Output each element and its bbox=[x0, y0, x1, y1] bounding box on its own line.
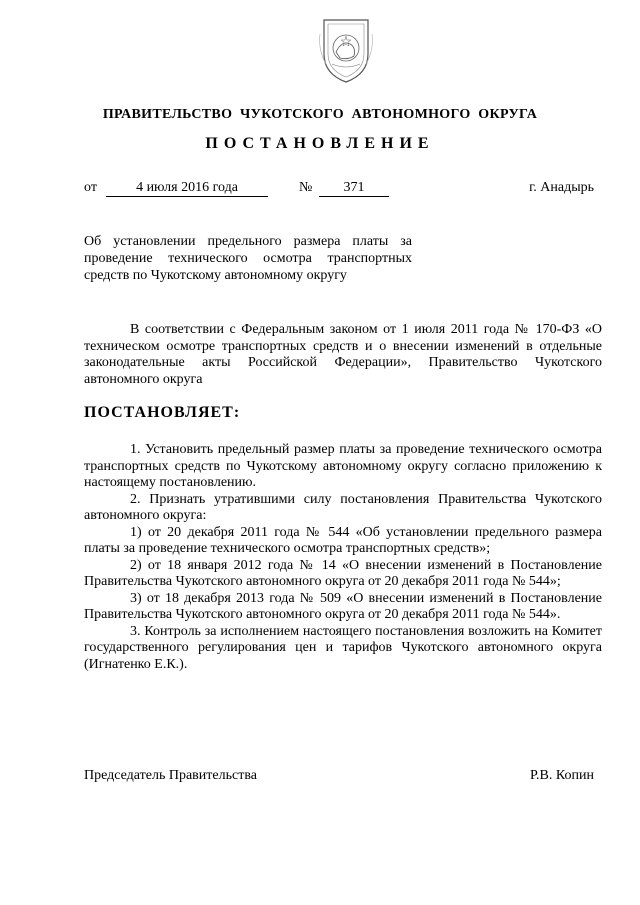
signatory-name: Р.В. Копин bbox=[530, 768, 594, 783]
coat-of-arms-icon bbox=[316, 14, 376, 86]
date-label: от bbox=[84, 180, 97, 195]
organization-title: ПРАВИТЕЛЬСТВО ЧУКОТСКОГО АВТОНОМНОГО ОКРУГА bbox=[102, 107, 538, 122]
point-2-sub-2: 2) от 18 января 2012 года № 14 «О внесении изменений в Постановление Правительства Чукотского автономного округа от 20 декабря 2011 года № 544»; bbox=[84, 557, 602, 589]
point-2-sub-1: 1) от 20 декабря 2011 года № 544 «Об установлении предельного размера платы за проведение технического осмотра транспортных средств»; bbox=[84, 524, 602, 556]
number-label: № bbox=[299, 180, 313, 195]
intro-text: В соответствии с Федеральным законом от 1 июля 2011 года № 170-ФЗ «О техническом осмотре транспортных средств и о внесении изменений в отдельные законодательные акты Российской Федерации», Правительство Чукотского автономного округа bbox=[84, 322, 602, 387]
document-date: 4 июля 2016 года bbox=[106, 180, 268, 197]
document-subject: Об установлении предельного размера платы за проведение технического осмотра транспортных средств по Чукотскому автономному округу bbox=[84, 234, 412, 283]
decree-points bbox=[84, 442, 602, 673]
point-2: 2. Признать утратившими силу постановления Правительства Чукотского автономного округа: bbox=[84, 491, 602, 523]
document-city: г. Анадырь bbox=[529, 180, 594, 195]
intro-paragraph bbox=[84, 322, 602, 388]
decree-heading: ПОСТАНОВЛЯЕТ: bbox=[84, 404, 241, 421]
document-meta bbox=[84, 180, 594, 200]
point-2-sub-3: 3) от 18 декабря 2013 года № 509 «О внесении изменений в Постановление Правительства Чукотского автономного округа от 20 декабря 2011 года № 544». bbox=[84, 590, 602, 622]
point-1: 1. Установить предельный размер платы за проведение технического осмотра транспортных средств по Чукотскому автономному округу согласно приложению к настоящему постановлению. bbox=[84, 442, 602, 490]
document-number: 371 bbox=[319, 180, 389, 197]
document-type-title: ПОСТАНОВЛЕНИЕ bbox=[205, 135, 435, 152]
point-3: 3. Контроль за исполнением настоящего постановления возложить на Комитет государственного регулирования цен и тарифов Чукотского автономного округа (Игнатенко Е.К.). bbox=[84, 623, 602, 672]
signatory-position: Председатель Правительства bbox=[84, 768, 257, 783]
